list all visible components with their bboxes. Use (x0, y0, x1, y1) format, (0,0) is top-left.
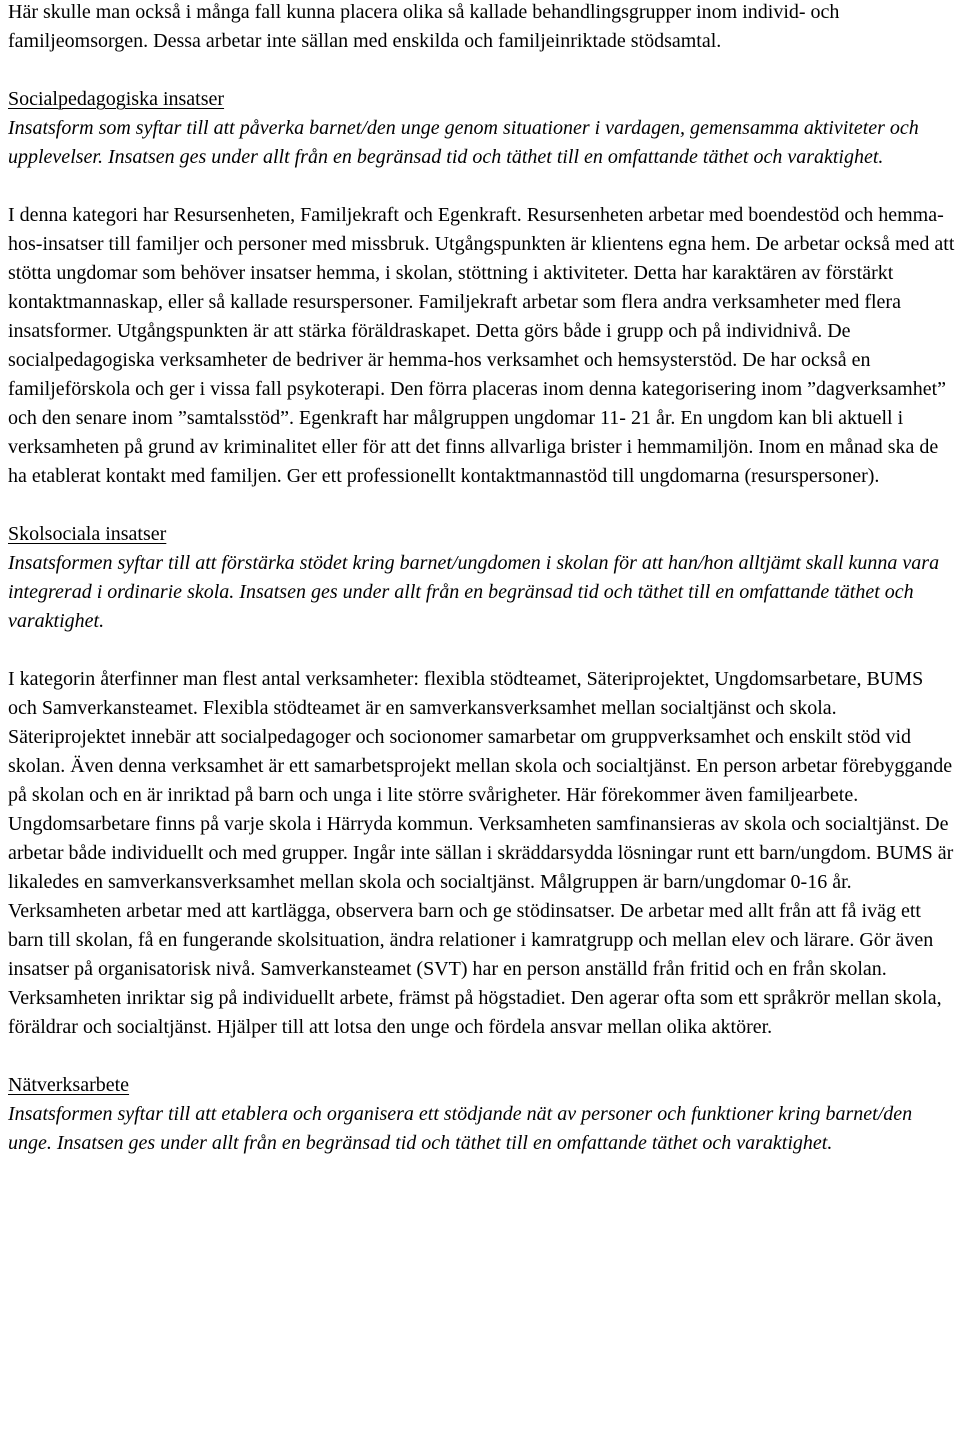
spacer (8, 491, 956, 520)
spacer (8, 1042, 956, 1071)
intro-paragraph: Här skulle man också i många fall kunna placera olika så kallade behandlingsgrupper inom individ- och familjeomsorgen. Dessa arbetar inte sällan med enskilda och familjeinriktade stödsamtal. (8, 1, 840, 52)
section-lead-skolsociala: Insatsformen syftar till att förstärka stödet kring barnet/ungdomen i skolan för att han/hon alltjämt skall kunna vara integrerad i ordinarie skola. Insatsen ges under allt från en begränsad tid och täthet till en omfattande täthet och varaktighet. (8, 552, 940, 632)
spacer (8, 636, 956, 665)
section-heading-natverksarbete: Nätverksarbete (8, 1074, 130, 1096)
spacer (8, 172, 956, 201)
section-lead-natverksarbete: Insatsformen syftar till att etablera och organisera ett stödjande nät av personer och funktioner kring barnet/den unge. Insatsen ges under allt från en begränsad tid och täthet till en omfattande täthet och varaktighet. (8, 1103, 913, 1154)
section-lead-socialpedagogiska: Insatsform som syftar till att påverka barnet/den unge genom situationer i vardagen, gemensamma aktiviteter och upplevelser. Insatsen ges under allt från en begränsad tid och täthet till en omfattande täthet och varaktighet. (8, 117, 919, 168)
section-heading-socialpedagogiska: Socialpedagogiska insatser (8, 88, 225, 110)
section-body-socialpedagogiska: I denna kategori har Resursenheten, Familjekraft och Egenkraft. Resursenheten arbetar med boendestöd och hemma-hos-insatser till familjer och personer med missbruk. Utgångspunkten är klientens egna hem. De arbetar också med att stötta ungdomar som behöver insatser hemma, i skolan, stöttning i aktiviteter. Detta har karaktären av förstärkt kontaktmannaskap, eller så kallade resurspersoner. Familjekraft arbetar som flera andra verksamheter med flera insatsformer. Utgångspunkten är att stärka föräldraskapet. Detta görs både i grupp och på individnivå. De socialpedagogiska verksamheter de bedriver är hemma-hos verksamhet och hemsysterstöd. De har också en familjeförskola och ger i vissa fall psykoterapi. Den förra placeras inom denna kategorisering inom ”dagverksamhet” och den senare inom ”samtalsstöd”. Egenkraft har målgruppen ungdomar 11- 21 år. En ungdom kan bli aktuell i verksamheten på grund av kriminalitet eller för att det finns allvarliga brister i hemmamiljön. Inom en månad ska de ha etablerat kontakt med familjen. Ger ett professionellt kontaktmannastöd till ungdomarna (resurspersoner). (8, 204, 955, 487)
document-page (8, 0, 956, 1158)
spacer (8, 56, 956, 85)
section-body-skolsociala: I kategorin återfinner man flest antal verksamheter: flexibla stödteamet, Säteriprojektet, Ungdomsarbetare, BUMS och Samverkansteamet. Flexibla stödteamet är en samverkansverksamhet mellan socialtjänst och skola. Säteriprojektet innebär att socialpedagoger och socionomer samarbetar om gruppverksamhet och enskilt stöd vid skolan. Även denna verksamhet är ett samarbetsprojekt mellan skola och socialtjänst. En person arbetar förebyggande på skolan och en är inriktad på barn och unga i lite större svårigheter. Här förekommer även familjearbete. Ungdomsarbetare finns på varje skola i Härryda kommun. Verksamheten samfinansieras av skola och socialtjänst. De arbetar både individuellt och med grupper. Ingår inte sällan i skräddarsydda lösningar runt ett barn/ungdom. BUMS är likaledes en samverkansverksamhet mellan skola och socialtjänst. Målgruppen är barn/ungdomar 0-16 år. Verksamheten arbetar med att kartlägga, observera barn och ge stödinsatser. De arbetar med allt från att få iväg ett barn till skolan, få en fungerande skolsituation, ändra relationer i kamratgrupp och mellan elev och lärare. Gör även insatser på organisatorisk nivå. Samverkansteamet (SVT) har en person anställd från fritid och en från skolan. Verksamheten inriktar sig på individuellt arbete, främst på högstadiet. Den agerar ofta som ett språkrör mellan skola, föräldrar och socialtjänst. Hjälper till att lotsa den unge och fördela ansvar mellan olika aktörer. (8, 668, 954, 1038)
section-heading-skolsociala: Skolsociala insatser (8, 523, 167, 545)
